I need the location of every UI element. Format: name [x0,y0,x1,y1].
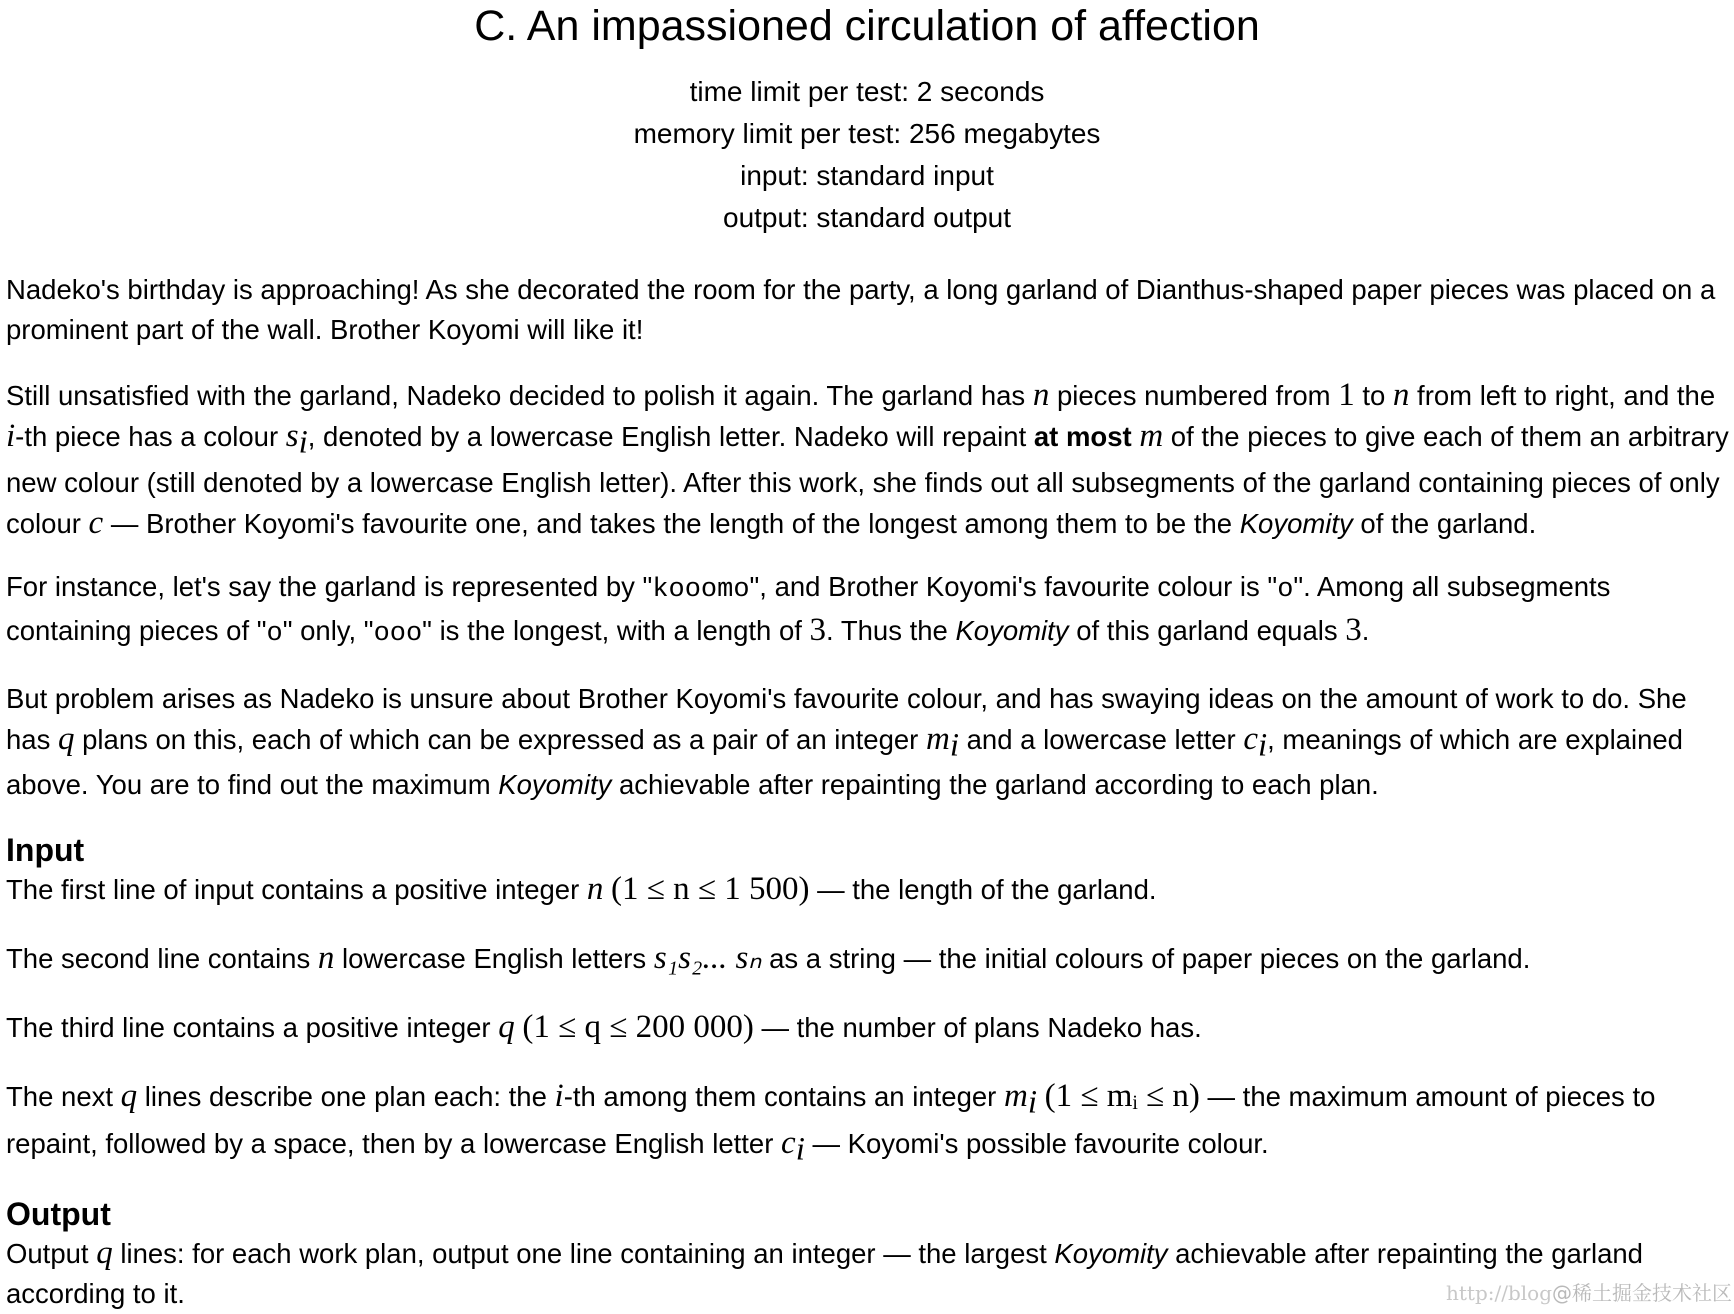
text: of the garland. [1352,507,1537,539]
math-constraint: (1 ≤ q ≤ 200 000) [522,1009,754,1045]
math-sub: i [298,424,308,461]
math-var: c [1243,720,1258,757]
text: ". Among all subsegments containing pieces of " [6,570,1611,646]
math-var: s [285,418,299,454]
input-section-title: Input [6,832,85,868]
text: lines: for each work plan, output one line containing an integer — the largest [112,1238,1055,1269]
text: — Koyomi's possible favourite colour. [804,1127,1269,1159]
text: The first line of input contains a positive integer [6,874,587,905]
math-var: n [586,871,604,907]
math-var: i [6,418,16,454]
math-var: i [554,1078,564,1114]
code-text: o [266,618,283,649]
italic-text: Koyomity [1054,1238,1168,1269]
math-var: c [781,1124,796,1161]
text: " is the longest, with a length of [422,614,810,646]
math-var: m [1139,418,1164,454]
watermark-url: http://blog [1445,1281,1552,1305]
math-expression: s₁s₂... sₙ [653,940,762,976]
math-num: 3 [1345,611,1362,648]
statement-paragraph-2 [6,375,1730,544]
statement-text: Nadeko's birthday is approaching! As she decorated the room for the party, a long garland of Dianthus-shaped paper pieces was placed on a prominent part of the wall. Brother Koyomi will like it! [6,274,1716,345]
math-sub: i [1027,1084,1037,1121]
text: of the pieces to give each of them an arbitrary new colour (still denoted by a lowercase English letter). After this work, she finds out all subsegments of the garland containing pieces of only colour [6,421,1729,539]
italic-text: Koyomity [955,614,1069,646]
text: Output [6,1238,97,1269]
input-spec: input: standard input [740,160,994,191]
text: — the number of plans Nadeko has. [753,1012,1202,1043]
problem-header [6,0,1728,239]
text: as a string — the initial colours of paper pieces on the garland. [761,943,1531,974]
input-line-4 [6,1076,1730,1169]
text: . [1361,614,1370,646]
text: , meanings of which are explained above. You are to find out the maximum [6,723,1683,800]
watermark-text: @稀土掘金技术社区 [1552,1281,1732,1305]
bold-text: at most [1033,421,1132,452]
text: " only, " [282,614,374,646]
problem-page [6,0,1730,1314]
code-text: ooo [373,618,423,649]
italic-text: Koyomity [1239,507,1353,539]
text: ", and Brother Koyomi's favourite colour is " [749,570,1278,602]
output-spec: output: standard output [723,202,1011,233]
memory-limit: memory limit per test: 256 megabytes [633,118,1101,149]
math-var: q [96,1235,113,1271]
text: — the maximum amount of pieces to repaint, followed by a space, then by a lowercase English letter [6,1081,1656,1159]
watermark [1446,1277,1732,1306]
input-line-2 [6,938,1730,979]
text: . Thus the [826,614,956,646]
statement-paragraph-1 [6,270,1730,350]
math-var: q [57,720,75,757]
text: of this garland equals [1068,614,1346,646]
text: — Brother Koyomi's favourite one, and takes the length of the longest among them to be the [103,507,1240,539]
text: — the length of the garland. [809,874,1157,905]
code-text: o [1277,574,1294,605]
text: For instance, let's say the garland is represented by " [6,570,653,602]
text: But problem arises as Nadeko is unsure about Brother Koyomi's favourite colour, and has swaying ideas on the amount of work to do. She has [6,682,1687,755]
text: pieces numbered from [1049,380,1339,411]
math-var: q [120,1078,138,1114]
math-var: n [1392,377,1410,413]
math-sub: i [795,1131,805,1167]
text: The next [6,1081,121,1112]
text: from left to right, and the [1409,380,1716,411]
italic-text: Koyomity [498,769,612,800]
math-var: n [1032,377,1050,413]
text: The second line contains [6,943,318,974]
math-var: m [1003,1078,1028,1114]
math-var: n [317,940,335,976]
text: lowercase English letters [334,943,654,974]
statement-paragraph-3 [6,567,1730,654]
math-var: m [925,720,950,757]
text: to [1354,380,1393,411]
code-text: kooomo [652,574,750,605]
math-var: q [498,1009,515,1045]
math-sub: i [1257,727,1268,763]
problem-title: C. An impassioned circulation of affection [474,2,1260,50]
text: -th piece has a colour [15,421,286,452]
input-line-1 [6,869,1730,910]
text: and a lowercase letter [959,723,1244,755]
math-constraint: (1 ≤ n ≤ 1 500) [611,871,810,907]
text: -th among them contains an integer [563,1081,1004,1112]
math-num: 3 [809,611,827,648]
text: plans on this, each of which can be expressed as a pair of an integer [74,723,926,755]
math-var: c [88,504,104,541]
text: achievable after repainting the garland according to each plan. [611,769,1379,800]
input-line-3 [6,1007,1730,1048]
text: achievable after repainting the garland according to it. [6,1238,1643,1309]
math-constraint: (1 ≤ mᵢ ≤ n) [1044,1078,1200,1114]
text: lines describe one plan each: the [137,1081,555,1112]
time-limit: time limit per test: 2 seconds [689,76,1045,107]
text: , denoted by a lowercase English letter. Nadeko will repaint [307,421,1034,452]
output-section-title: Output [6,1196,111,1232]
statement-paragraph-4 [6,679,1730,806]
text: The third line contains a positive integer [6,1012,499,1043]
math-sub: i [949,727,959,763]
math-num: 1 [1338,377,1355,413]
text: Still unsatisfied with the garland, Nadeko decided to polish it again. The garland has [6,380,1033,411]
